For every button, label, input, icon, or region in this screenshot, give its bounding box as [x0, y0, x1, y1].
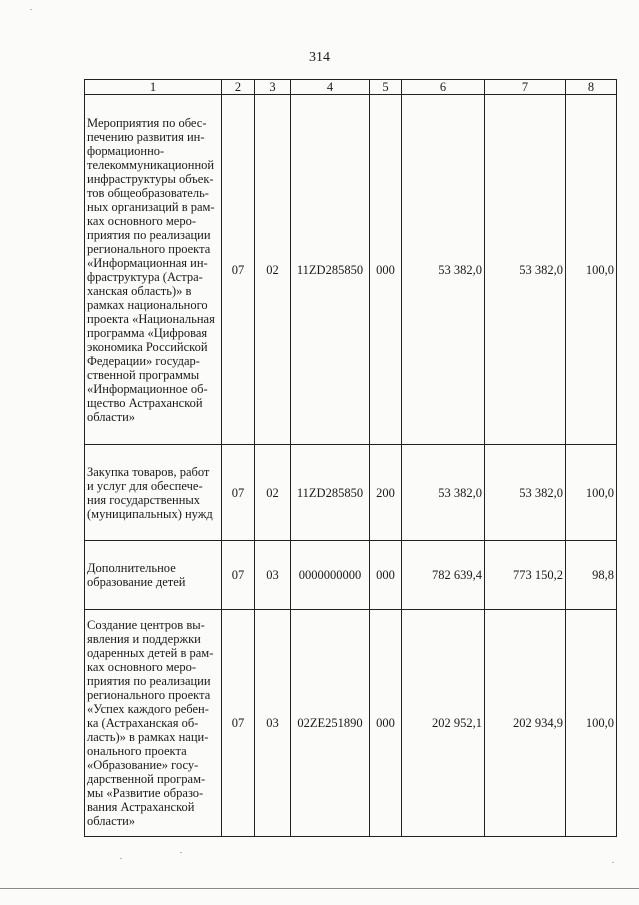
- item-name: Мероприятия по обес- печению развития ин- формационно- телекоммуникационной инфраструктуры объек- тов общеобразователь- ных организаций в рам- ках основного меро- приятия по реализации регионального проекта «Информационная ин- фраструктура (Астра- ханская область)» в рамках национального проекта «Национальная программа «Цифровая экономика Российской Федерации» государ- ственной программы «Информационное об- щество Астраханской области»: [85, 95, 222, 445]
- subsection-code: 03: [255, 541, 291, 610]
- executed-amount: 53 382,0: [485, 95, 566, 445]
- scan-edge-line: [0, 888, 639, 889]
- header-row: [85, 80, 617, 95]
- target-article-code: 11ZD285850: [291, 445, 370, 541]
- section-code: 07: [222, 445, 255, 541]
- subsection-code: 03: [255, 610, 291, 837]
- scan-speck: [120, 858, 122, 859]
- section-code: 07: [222, 610, 255, 837]
- header-cell: 4: [291, 80, 370, 95]
- expense-type-code: 000: [370, 610, 402, 837]
- expense-type-code: 200: [370, 445, 402, 541]
- item-name: Создание центров вы- явления и поддержки одаренных детей в рам- ках основного меро- приятия по реализации регионального проекта «Успех каждого ребен- ка (Астраханская об- ласть)» в рамках наци- онального проекта «Образование» госу- дарственной програм- мы «Развитие образо- вания Астраханской области»: [85, 610, 222, 837]
- scan-speck: [180, 852, 182, 853]
- item-name: Закупка товаров, работ и услуг для обеспече- ния государственных (муниципальных) нужд: [85, 445, 222, 541]
- budget-table: [84, 79, 617, 837]
- header-cell: 1: [85, 80, 222, 95]
- table-row: [85, 445, 617, 541]
- header-cell: 3: [255, 80, 291, 95]
- execution-percent: 100,0: [566, 610, 617, 837]
- approved-amount: 782 639,4: [402, 541, 485, 610]
- execution-percent: 100,0: [566, 445, 617, 541]
- target-article-code: 11ZD285850: [291, 95, 370, 445]
- section-code: 07: [222, 95, 255, 445]
- subsection-code: 02: [255, 445, 291, 541]
- header-cell: 5: [370, 80, 402, 95]
- subsection-code: 02: [255, 95, 291, 445]
- scan-speck: [612, 862, 614, 863]
- header-cell: 2: [222, 80, 255, 95]
- approved-amount: 202 952,1: [402, 610, 485, 837]
- table-row: [85, 541, 617, 610]
- header-cell: 7: [485, 80, 566, 95]
- target-article-code: 02ZE251890: [291, 610, 370, 837]
- expense-type-code: 000: [370, 541, 402, 610]
- executed-amount: 53 382,0: [485, 445, 566, 541]
- executed-amount: 202 934,9: [485, 610, 566, 837]
- executed-amount: 773 150,2: [485, 541, 566, 610]
- table-row: [85, 610, 617, 837]
- scan-speck: [30, 9, 32, 10]
- header-cell: 8: [566, 80, 617, 95]
- item-name: Дополнительное образование детей: [85, 541, 222, 610]
- approved-amount: 53 382,0: [402, 95, 485, 445]
- header-cell: 6: [402, 80, 485, 95]
- execution-percent: 98,8: [566, 541, 617, 610]
- approved-amount: 53 382,0: [402, 445, 485, 541]
- page-number: 314: [309, 50, 330, 65]
- target-article-code: 0000000000: [291, 541, 370, 610]
- execution-percent: 100,0: [566, 95, 617, 445]
- section-code: 07: [222, 541, 255, 610]
- expense-type-code: 000: [370, 95, 402, 445]
- table-row: [85, 95, 617, 445]
